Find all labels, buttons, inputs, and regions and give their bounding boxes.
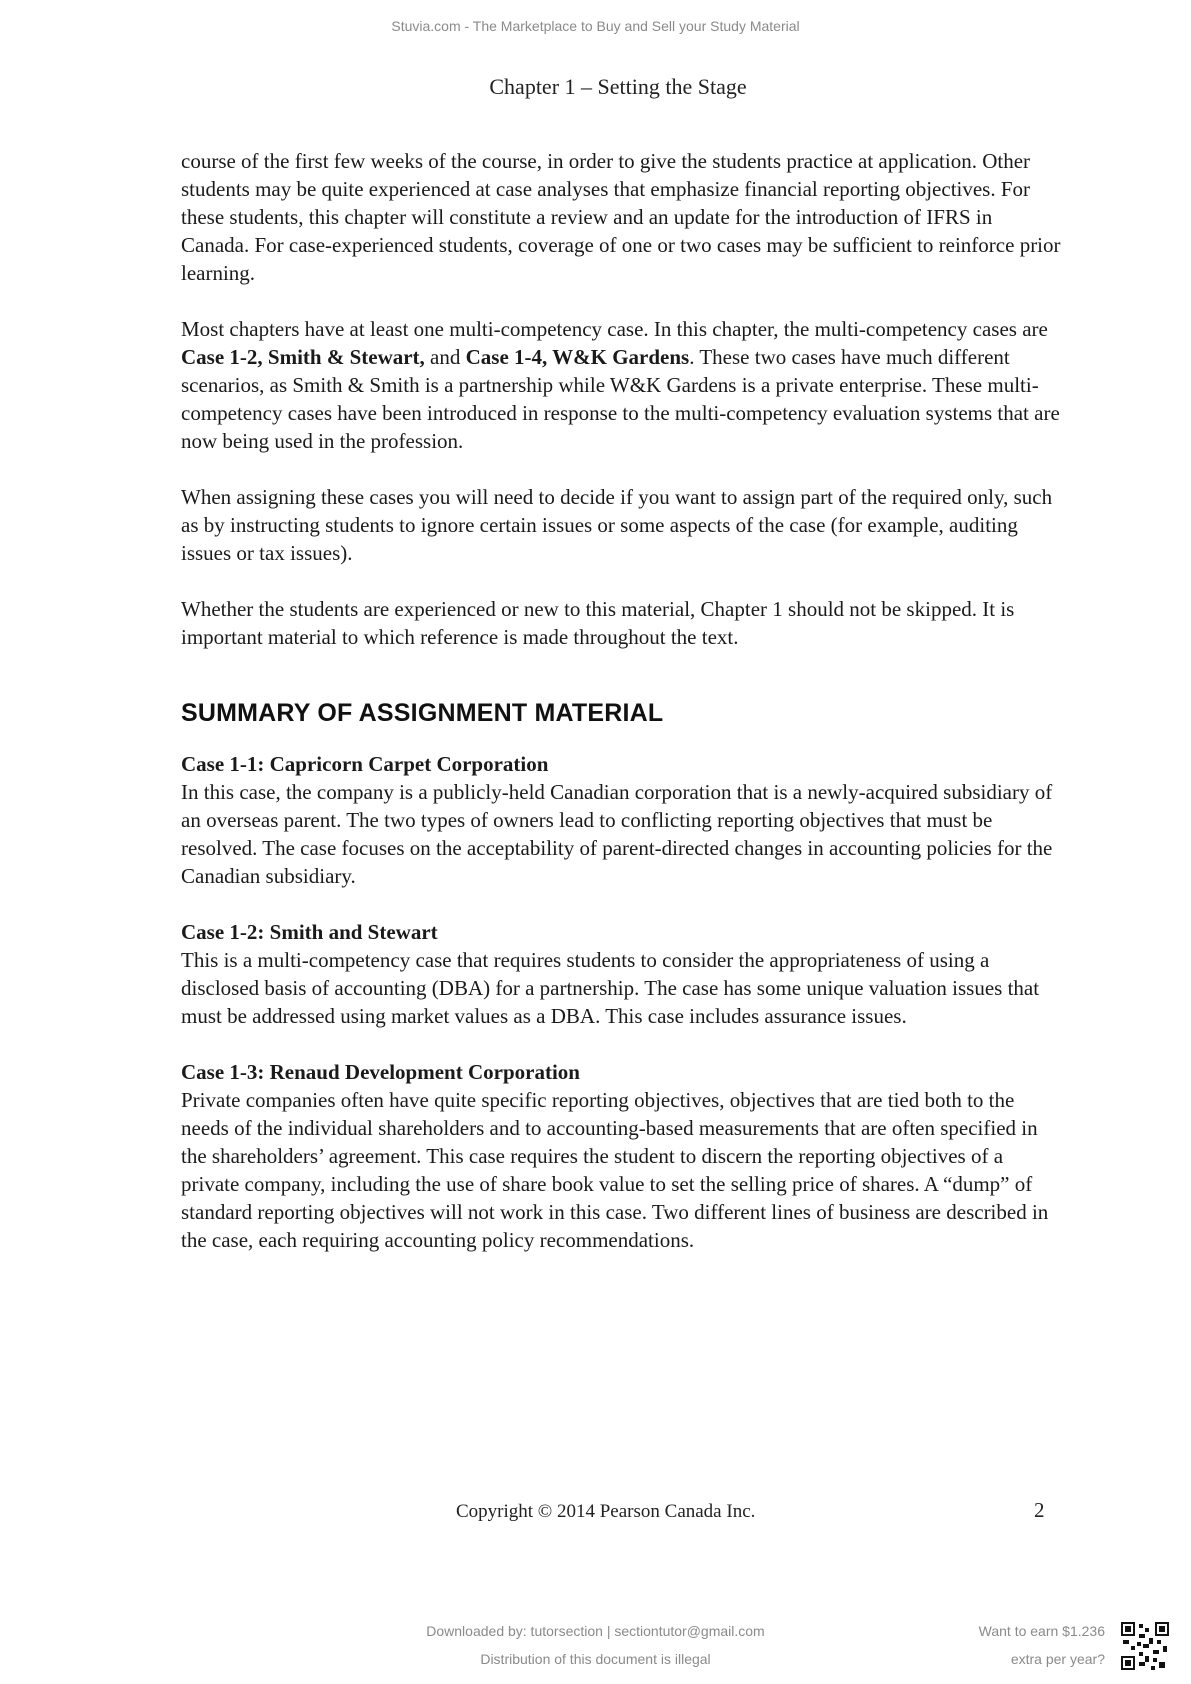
page-content — [181, 147, 1061, 1282]
case-title: Case 1-3: Renaud Development Corporation — [181, 1060, 580, 1084]
section-heading: SUMMARY OF ASSIGNMENT MATERIAL — [181, 699, 664, 727]
case-item — [181, 750, 1061, 890]
intro-p2-text-c: and — [424, 345, 466, 369]
qr-code-icon[interactable] — [1121, 1622, 1169, 1670]
case-item — [181, 1058, 1061, 1254]
intro-p2-text-a: Most chapters have at least one multi-competency case. In this chapter, the multi-competency cases are — [181, 317, 1048, 341]
stuvia-banner: Stuvia.com - The Marketplace to Buy and Sell your Study Material — [391, 18, 800, 34]
intro-paragraph-1: course of the first few weeks of the course, in order to give the students practice at application. Other students may be quite experienced at case analyses that emphasize financial reporting objectives. For these students, this chapter will constitute a review and an update for the introduction of IFRS in Canada. For case-experienced students, coverage of one or two cases may be sufficient to reinforce prior learning. — [181, 149, 1061, 285]
case-title: Case 1-1: Capricorn Carpet Corporation — [181, 752, 549, 776]
downloaded-by-line: Downloaded by: tutorsection | sectiontutor@gmail.com — [426, 1623, 765, 1639]
copyright-line: Copyright © 2014 Pearson Canada Inc. — [456, 1501, 756, 1522]
intro-paragraph-4: Whether the students are experienced or new to this material, Chapter 1 should not be skipped. It is important material to which reference is made throughout the text. — [181, 597, 1015, 649]
running-head: Chapter 1 – Setting the Stage — [489, 74, 747, 99]
intro-paragraph-2 — [181, 315, 1061, 455]
case-item — [181, 918, 1061, 1030]
case-description: Private companies often have quite specific reporting objectives, objectives that are tied both to the needs of the individual shareholders and to accounting-based measurements that are often specified in the shareholders’ agreement. This case requires the student to discern the reporting objectives of a private company, including the use of share book value to set the selling price of shares. A “dump” of standard reporting objectives will not work in this case. Two different lines of business are described in the case, each requiring accounting policy recommendations. — [181, 1088, 1049, 1252]
case-title: Case 1-2: Smith and Stewart — [181, 920, 438, 944]
earn-promo-line-2[interactable]: extra per year? — [1010, 1651, 1105, 1667]
intro-p2-text-d: . These two cases have much different scenarios, as Smith & Smith is a partnership while W&K Gardens is a private enterprise. These multi-competency cases have been introduced in response to the multi-competency evaluation systems that are now being used in the profession. — [181, 345, 1060, 453]
case-description: In this case, the company is a publicly-held Canadian corporation that is a newly-acquired subsidiary of an overseas parent. The two types of owners lead to conflicting reporting objectives that must be resolved. The case focuses on the acceptability of parent-directed changes in accounting policies for the Canadian subsidiary. — [181, 780, 1053, 888]
distribution-notice: Distribution of this document is illegal — [480, 1651, 711, 1667]
case-1-2-reference: Case 1-2, Smith & Stewart, — [181, 345, 425, 369]
case-description: This is a multi-competency case that requires students to consider the appropriateness of using a disclosed basis of accounting (DBA) for a partnership. The case has some unique valuation issues that must be addressed using market values as a DBA. This case includes assurance issues. — [181, 948, 1040, 1028]
earn-promo-line-1[interactable]: Want to earn $1.236 — [978, 1623, 1105, 1639]
case-1-4-reference: Case 1-4, W&K Gardens — [465, 345, 690, 369]
page-number: 2 — [1034, 1498, 1045, 1522]
intro-paragraph-3: When assigning these cases you will need to decide if you want to assign part of the required only, such as by instructing students to ignore certain issues or some aspects of the case (for example, auditing issues or tax issues). — [181, 485, 1053, 565]
